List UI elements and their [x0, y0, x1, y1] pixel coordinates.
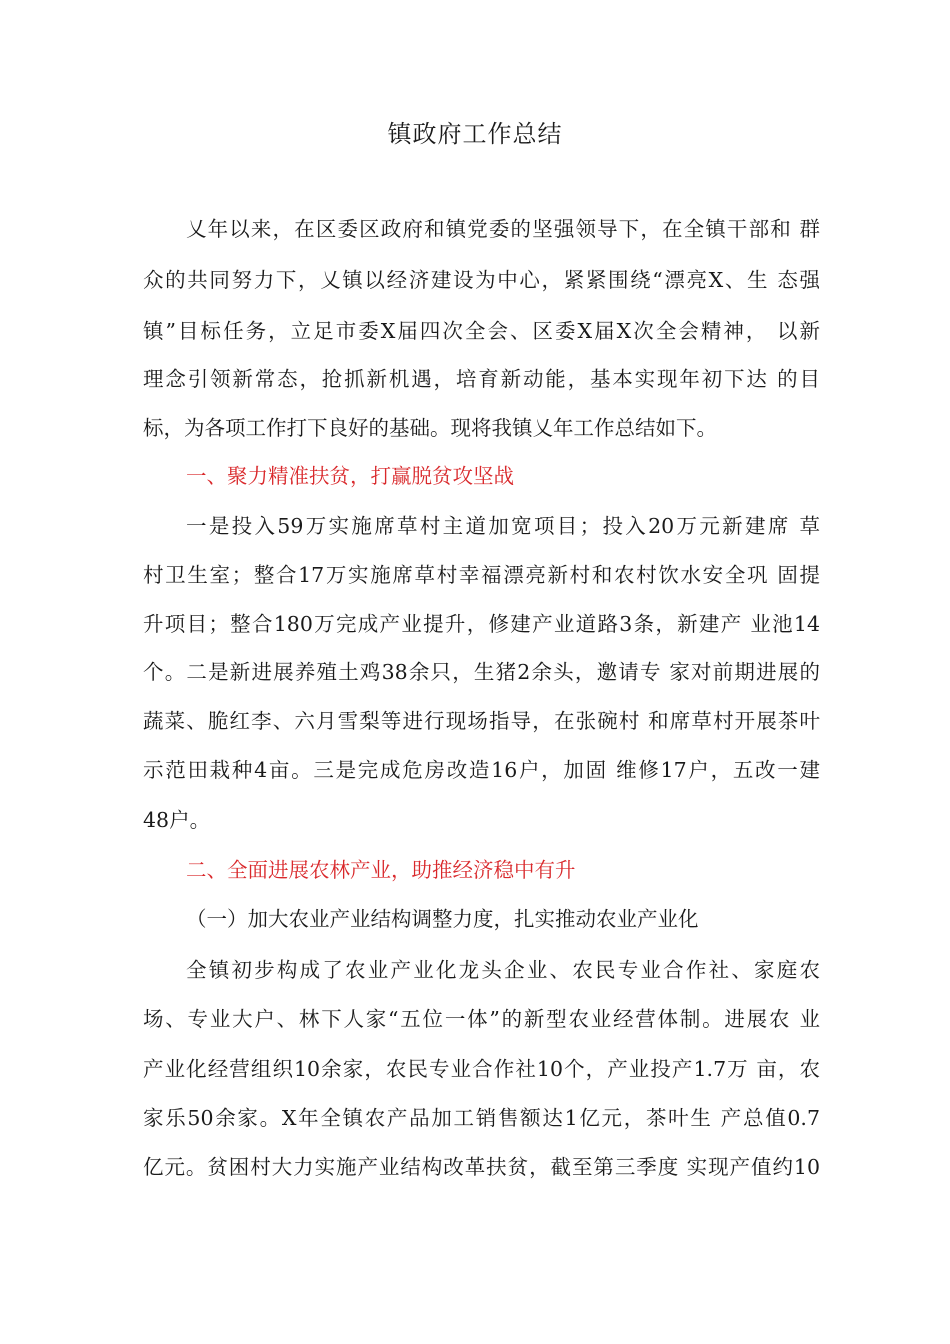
intro-line-3: 镇”目标任务，立足市委X届四次全会、区委X届X次全会精神， 以新 [143, 319, 820, 343]
section2-line-3: 产业化经营组织10余家，农民专业合作社10个，产业投产1.7万 亩，农 [143, 1057, 820, 1081]
section2-subheading: （一）加大农业产业结构调整力度，扎实推动农业产业化 [186, 907, 699, 931]
section2-heading: 二、全面进展农林产业，助推经济稳中有升 [186, 858, 576, 882]
section2-line-1: 全镇初步构成了农业产业化龙头企业、农民专业合作社、家庭农 [186, 958, 820, 982]
section1-line-2: 村卫生室；整合17万实施席草村幸福漂亮新村和农村饮水安全巩 固提 [143, 563, 820, 587]
section1-line-3: 升项目；整合180万完成产业提升，修建产业道路3条，新建产 业池14 [143, 612, 820, 636]
section2-line-5: 亿元。贫困村大力实施产业结构改革扶贫，截至第三季度 实现产值约10 [143, 1155, 820, 1179]
section1-line-7: 48户。 [143, 808, 211, 832]
section1-line-5: 蔬菜、脆红李、六月雪梨等进行现场指导，在张碗村 和席草村开展茶叶 [143, 709, 820, 733]
intro-line-4: 理念引领新常态，抢抓新机遇，培育新动能，基本实现年初下达 的目 [143, 367, 820, 391]
section1-line-1: 一是投入59万实施席草村主道加宽项目；投入20万元新建席 草 [186, 514, 820, 538]
section2-line-4: 家乐50余家。X年全镇农产品加工销售额达1亿元，茶叶生 产总值0.7 [143, 1106, 820, 1130]
intro-line-1: 乂年以来，在区委区政府和镇党委的坚强领导下，在全镇干部和 群 [186, 217, 820, 241]
document-title: 镇政府工作总结 [387, 120, 563, 148]
intro-line-5: 标，为各项工作打下良好的基础。现将我镇乂年工作总结如下。 [143, 416, 717, 440]
section1-heading: 一、聚力精准扶贫，打赢脱贫攻坚战 [186, 464, 514, 488]
section1-line-6: 示范田栽种4亩。三是完成危房改造16户，加固 维修17户，五改一建 [143, 758, 820, 782]
intro-line-2: 众的共同努力下，乂镇以经济建设为中心，紧紧围绕“漂亮X、生 态强 [143, 268, 820, 292]
section2-line-2: 场、专业大户、林下人家“五位一体”的新型农业经营体制。进展农 业 [143, 1007, 820, 1031]
section1-line-4: 个。二是新进展养殖土鸡38余只，生猪2余头，邀请专 家对前期进展的 [143, 660, 820, 684]
